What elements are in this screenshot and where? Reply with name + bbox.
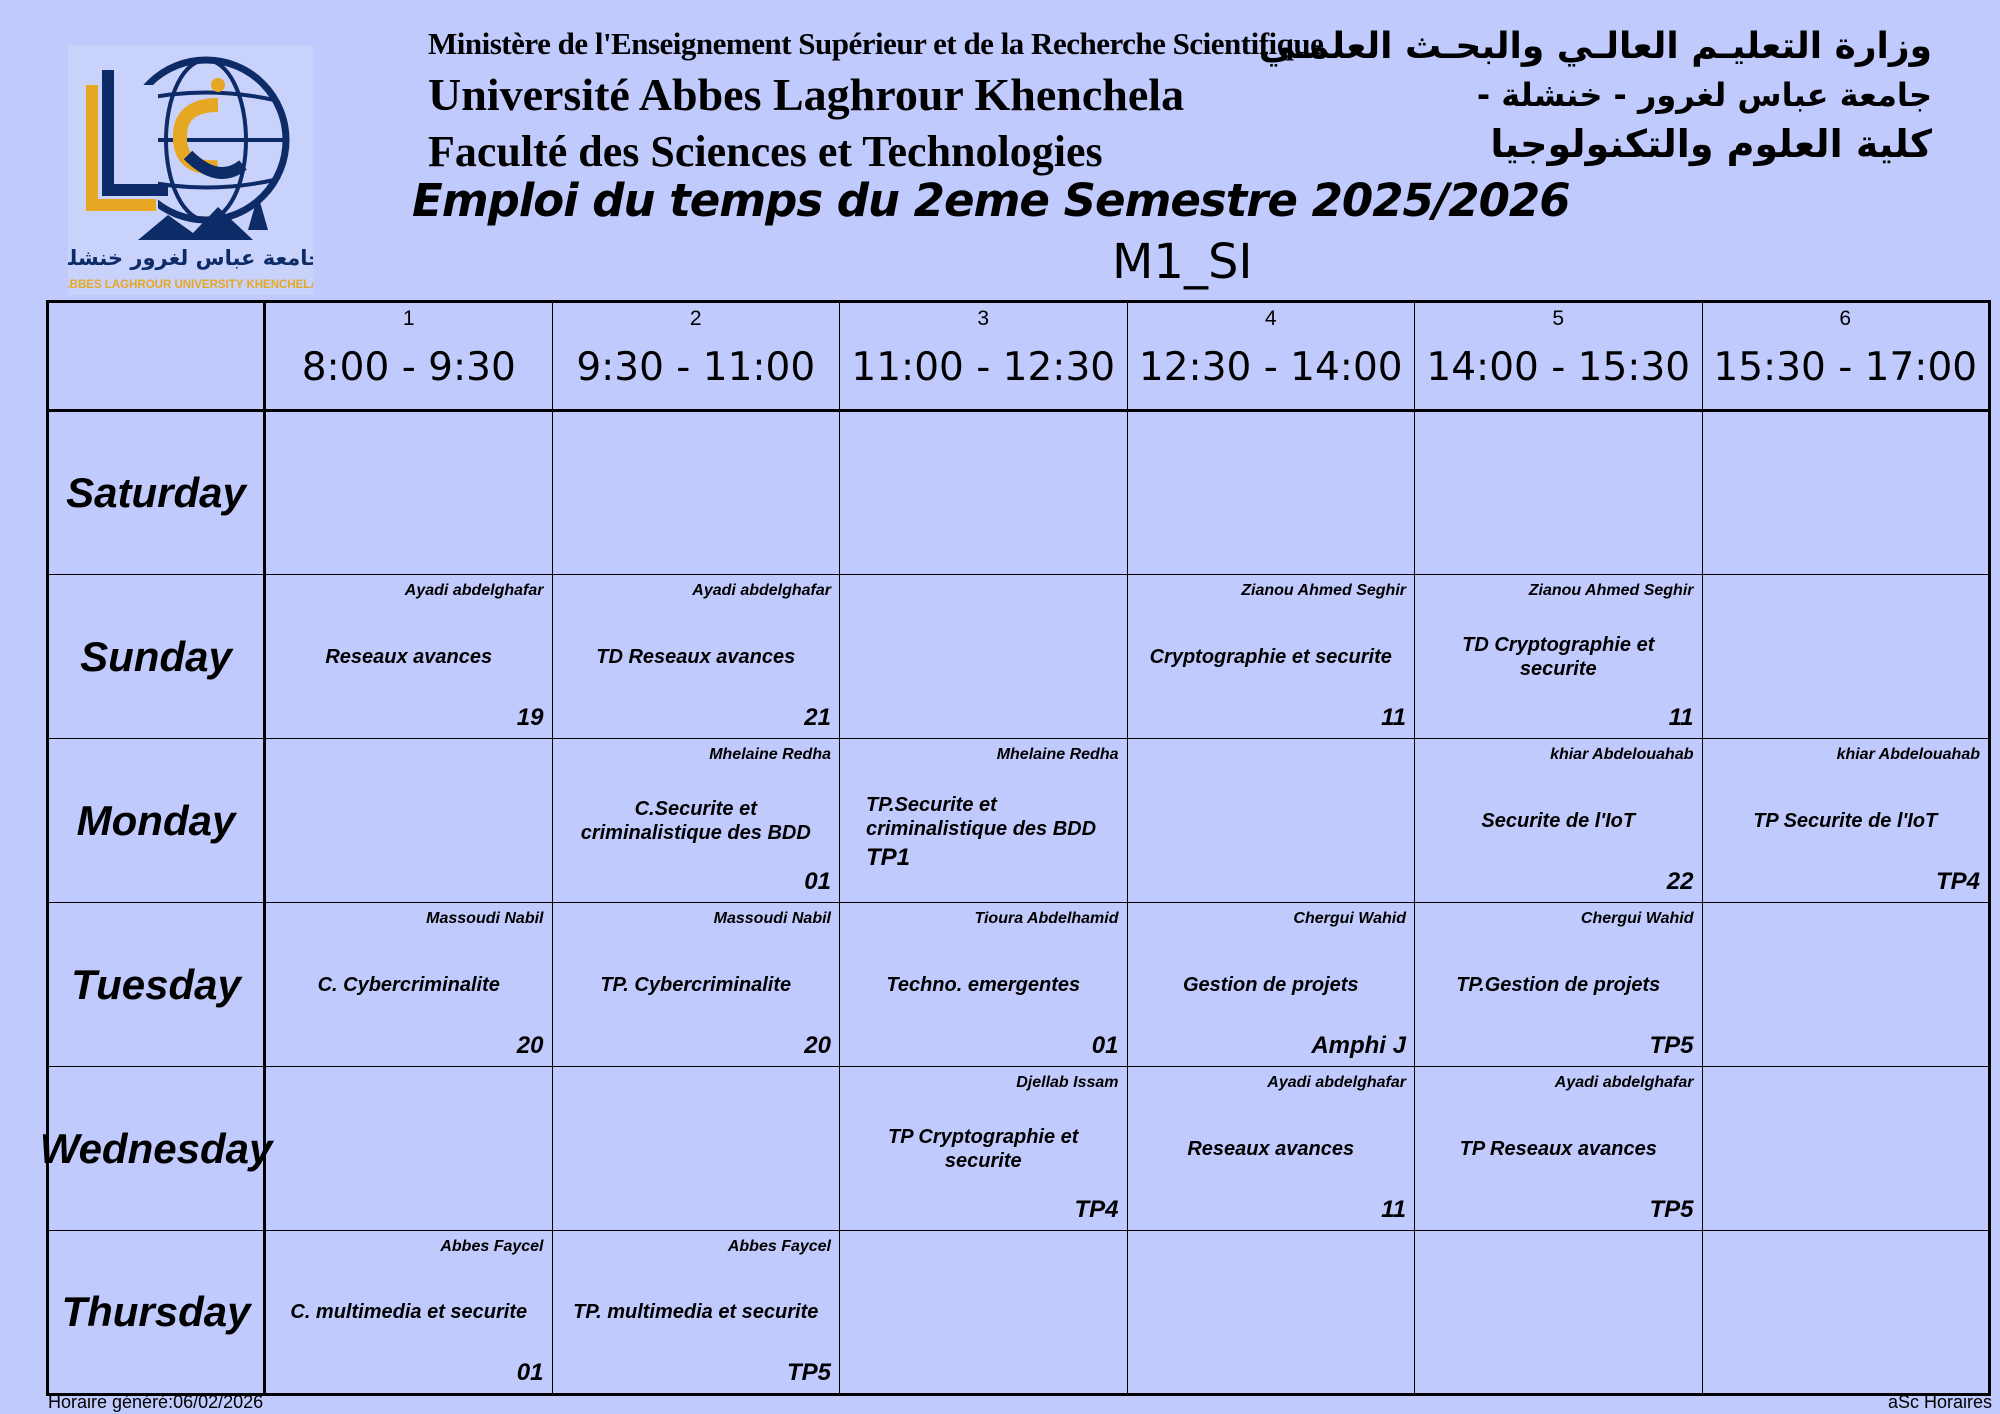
- teacher-name: Chergui Wahid: [1293, 910, 1406, 927]
- course-subject: TD Cryptographie et securite: [1462, 633, 1655, 680]
- period-number: 1: [402, 307, 415, 330]
- day-row-monday: [48, 739, 1990, 903]
- course-slot: [1127, 903, 1415, 1067]
- course-slot: [1127, 575, 1415, 739]
- teacher-name: Abbes Faycel: [440, 1238, 544, 1255]
- course-slot: [265, 903, 553, 1067]
- teacher-name: Massoudi Nabil: [713, 910, 831, 927]
- teacher-name: Zianou Ahmed Seghir: [1241, 582, 1406, 599]
- room-label: TP4: [1935, 868, 1980, 895]
- teacher-name: Mhelaine Redha: [709, 746, 831, 763]
- course-subject: C.Securite et criminalistique des BDD: [580, 797, 811, 844]
- period-time: 11:00 - 12:30: [851, 345, 1116, 390]
- course-slot: [552, 1231, 840, 1395]
- period-header: [1702, 302, 1990, 411]
- day-row-tuesday: [48, 903, 1990, 1067]
- course-subject: TP Securite de l'IoT: [1753, 809, 1938, 832]
- university-name-fr: Université Abbes Laghrour Khenchela: [428, 69, 1185, 120]
- course-subject: TP. Cybercriminalite: [600, 973, 792, 996]
- teacher-name: Ayadi abdelghafar: [692, 582, 831, 599]
- course-slot: [1702, 739, 1990, 903]
- teacher-name: Djellab Issam: [1016, 1074, 1119, 1091]
- teacher-name: Chergui Wahid: [1580, 910, 1694, 927]
- course-subject: C. multimedia et securite: [290, 1301, 528, 1323]
- teacher-name: khiar Abdelouahab: [1550, 746, 1694, 763]
- room-label: 01: [804, 868, 831, 895]
- day-name: Wednesday: [39, 1124, 273, 1172]
- course-slot: [552, 575, 840, 739]
- course-subject: Techno. emergentes: [886, 973, 1081, 996]
- day-name: Saturday: [66, 469, 246, 516]
- teacher-name: Tioura Abdelhamid: [974, 910, 1119, 927]
- day-row-sunday: [48, 575, 1990, 739]
- room-label: TP5: [1649, 1032, 1694, 1059]
- course-subject: TP.Securite et criminalistique des BDD: [866, 794, 1097, 840]
- room-label: TP5: [786, 1359, 831, 1386]
- period-header: [265, 302, 553, 411]
- room-label: TP1: [866, 844, 911, 871]
- course-subject: Reseaux avances: [325, 645, 493, 668]
- day-name: Sunday: [80, 632, 232, 680]
- course-subject: Cryptographie et securite: [1149, 645, 1392, 668]
- teacher-name: Massoudi Nabil: [426, 910, 544, 927]
- period-time: 9:30 - 11:00: [576, 345, 816, 390]
- course-slot: [1415, 1067, 1703, 1231]
- period-number: 6: [1839, 307, 1852, 330]
- period-number: 3: [977, 307, 990, 330]
- room-label: 21: [804, 704, 831, 731]
- empty-slot: [840, 1231, 1128, 1395]
- course-slot: [265, 1231, 553, 1395]
- teacher-name: Mhelaine Redha: [996, 746, 1119, 763]
- svg-text:ABBES LAGHROUR UNIVERSITY KHEN: ABBES LAGHROUR UNIVERSITY KHENCHELA: [68, 279, 313, 291]
- room-label: 11: [1668, 704, 1694, 731]
- empty-slot: [1702, 903, 1990, 1067]
- teacher-name: Ayadi abdelghafar: [1554, 1074, 1694, 1091]
- room-label: TP4: [1074, 1196, 1119, 1223]
- empty-slot: [1702, 575, 1990, 739]
- software-credit: aSc Horaires: [1887, 1392, 1992, 1412]
- day-name: Tuesday: [71, 960, 241, 1008]
- period-time: 15:30 - 17:00: [1713, 345, 1978, 390]
- empty-slot: [1702, 411, 1990, 575]
- teacher-name: Ayadi abdelghafar: [1267, 1074, 1406, 1091]
- svg-text:جامعة عباس لغرور خنشلة: جامعة عباس لغرور خنشلة: [68, 246, 313, 270]
- room-label: 01: [1091, 1032, 1119, 1059]
- faculty-name-fr: Faculté des Sciences et Technologies: [428, 127, 1103, 176]
- room-label: 19: [516, 704, 544, 731]
- course-slot: [552, 903, 840, 1067]
- corner-cell: [48, 302, 265, 411]
- empty-slot: [1415, 1231, 1703, 1395]
- empty-slot: [1702, 1067, 1990, 1231]
- teacher-name: Ayadi abdelghafar: [404, 582, 544, 599]
- period-header: [1415, 302, 1703, 411]
- day-label-cell: [48, 411, 265, 575]
- course-slot: [552, 739, 840, 903]
- globe-book-logo-icon: [68, 45, 313, 295]
- empty-slot: [265, 739, 553, 903]
- empty-slot: [265, 1067, 553, 1231]
- course-slot: [1415, 739, 1703, 903]
- room-label: 20: [804, 1032, 831, 1059]
- course-subject: C. Cybercriminalite: [317, 973, 500, 996]
- empty-slot: [552, 1067, 840, 1231]
- period-header-row: [48, 302, 1990, 411]
- empty-slot: [552, 411, 840, 575]
- timetable-title: Emploi du temps du 2eme Semestre 2025/2026: [412, 174, 1570, 227]
- period-header: [1127, 302, 1415, 411]
- day-label-cell: [48, 575, 265, 739]
- empty-slot: [1415, 411, 1703, 575]
- course-subject: Reseaux avances: [1187, 1137, 1355, 1160]
- course-subject: TP.Gestion de projets: [1456, 973, 1661, 996]
- course-subject: TP Cryptographie et securite: [888, 1125, 1079, 1172]
- empty-slot: [1127, 411, 1415, 575]
- day-label-cell: [48, 903, 265, 1067]
- teacher-name: Abbes Faycel: [727, 1238, 831, 1255]
- course-subject: TD Reseaux avances: [596, 645, 796, 668]
- ministry-name-fr: Ministère de l'Enseignement Supérieur et de la Recherche Scientifique: [428, 26, 1324, 61]
- ministry-name-ar: وزارة التعليـم العالـي والبحـث العلمـي: [1258, 26, 1932, 67]
- university-name-ar: جامعة عباس لغرور - خنشلة -: [1476, 76, 1932, 114]
- day-label-cell: [48, 1231, 265, 1395]
- course-subject: Securite de l'IoT: [1481, 809, 1636, 832]
- period-header: [552, 302, 840, 411]
- room-label: Amphi J: [1311, 1032, 1406, 1059]
- faculty-name-ar: كلية العلوم والتكنولوجيا: [1490, 122, 1932, 166]
- period-number: 5: [1552, 307, 1565, 330]
- day-label-cell: [39, 1067, 273, 1231]
- timetable-grid: [39, 300, 1991, 1396]
- empty-slot: [265, 411, 553, 575]
- day-row-saturday: [48, 411, 1990, 575]
- course-slot: [840, 903, 1128, 1067]
- empty-slot: [840, 411, 1128, 575]
- period-number: 2: [689, 307, 702, 330]
- class-name: M1_SI: [1112, 234, 1253, 290]
- course-subject: Gestion de projets: [1182, 973, 1359, 996]
- day-row-wednesday: [48, 1067, 1990, 1231]
- university-logo: [68, 45, 313, 295]
- period-time: 12:30 - 14:00: [1138, 345, 1403, 390]
- room-label: 11: [1381, 1196, 1406, 1223]
- period-time: 8:00 - 9:30: [301, 345, 516, 390]
- period-number: 4: [1264, 307, 1277, 330]
- course-slot: [1127, 1067, 1415, 1231]
- day-name: Thursday: [61, 1288, 251, 1335]
- room-label: 11: [1381, 704, 1406, 731]
- day-name: Monday: [76, 796, 236, 844]
- empty-slot: [1702, 1231, 1990, 1395]
- period-header: [840, 302, 1128, 411]
- day-label-cell: [48, 739, 265, 903]
- course-subject: TP Reseaux avances: [1459, 1137, 1657, 1160]
- room-label: 01: [516, 1359, 544, 1386]
- teacher-name: Zianou Ahmed Seghir: [1528, 582, 1694, 599]
- course-slot: [1415, 903, 1703, 1067]
- generated-date: Horaire généré:06/02/2026: [48, 1392, 264, 1412]
- empty-slot: [1127, 739, 1415, 903]
- empty-slot: [1127, 1231, 1415, 1395]
- day-row-thursday: [48, 1231, 1990, 1395]
- course-slot: [1415, 575, 1703, 739]
- course-subject: TP. multimedia et securite: [573, 1301, 819, 1323]
- course-slot: [265, 575, 553, 739]
- course-slot: [840, 1067, 1128, 1231]
- course-slot: [840, 739, 1128, 903]
- period-time: 14:00 - 15:30: [1426, 345, 1691, 390]
- room-label: TP5: [1649, 1196, 1694, 1223]
- teacher-name: khiar Abdelouahab: [1836, 746, 1980, 763]
- room-label: 20: [516, 1032, 544, 1059]
- empty-slot: [840, 575, 1128, 739]
- room-label: 22: [1666, 868, 1694, 895]
